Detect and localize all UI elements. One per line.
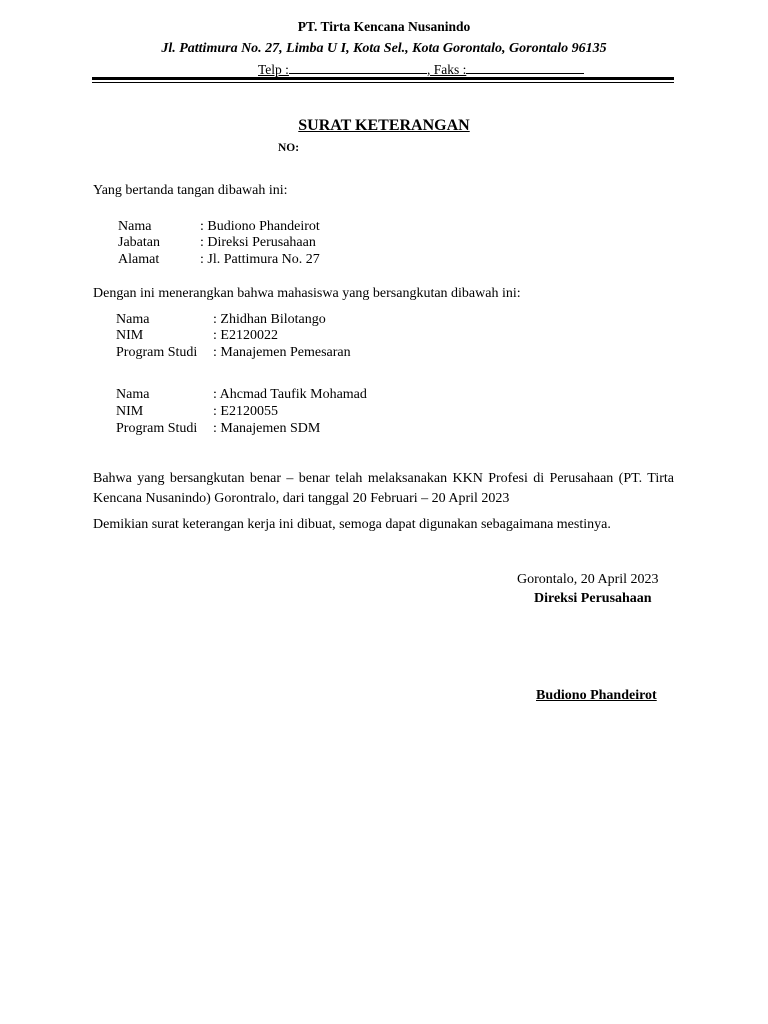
signer-nama-value: : Budiono Phandeirot [200,219,320,234]
faks-blank [466,59,584,74]
student2-nim-value: : E2120055 [213,404,278,419]
student2-nama-row [116,387,367,403]
body-paragraph: Bahwa yang bersangkutan benar – benar telah melaksanakan KKN Profesi di Perusahaan (PT. Tirta Kencana Nusanindo) Gorontralo, dari tanggal 20 Februari – 20 April 2023 [93,471,674,506]
company-address: Jl. Pattimura No. 27, Limba U I, Kota Sel., Kota Gorontalo, Gorontalo 96135 [161,41,607,56]
student2-prodi-row [116,421,320,437]
student1-nim-value: : E2120022 [213,328,278,343]
contact-line [258,59,584,78]
student2-prodi-label: Program Studi [116,421,198,436]
student2-nim-row [116,404,278,420]
telp-label: Telp : [258,62,289,77]
student1-prodi-value: : Manajemen Pemesaran [213,345,351,360]
signature-place-date: Gorontalo, 20 April 2023 [517,572,659,587]
signer-alamat-label: Alamat [118,252,160,267]
letter-title [0,117,768,135]
signer-nama-row [118,219,320,235]
student2-nim-label: NIM [116,404,144,419]
student1-nim-label: NIM [116,328,144,343]
faks-label: , Faks : [426,62,467,77]
student1-prodi-label: Program Studi [116,345,198,360]
signer-nama-label: Nama [118,219,152,234]
intro-text: Yang bertanda tangan dibawah ini: [93,183,288,198]
student1-nama-row [116,312,326,328]
signature-name: Budiono Phandeirot [536,688,657,703]
signer-alamat-row [118,252,320,268]
student1-nim-row [116,328,278,344]
student1-nama-value: : Zhidhan Bilotango [213,312,326,327]
student2-nama-label: Nama [116,387,150,402]
student2-prodi-value: : Manajemen SDM [213,421,321,436]
signer-jabatan-label: Jabatan [118,235,160,250]
signer-jabatan-row [118,235,316,251]
letter-number: NO: [278,142,300,154]
letterhead-rule-thin [92,82,674,83]
statement-text: Dengan ini menerangkan bahwa mahasiswa yang bersangkutan dibawah ini: [93,286,521,301]
signer-alamat-value: : Jl. Pattimura No. 27 [200,252,320,267]
student1-prodi-row [116,345,351,361]
telp-blank [289,59,427,74]
student2-nama-value: : Ahcmad Taufik Mohamad [213,387,367,402]
student1-nama-label: Nama [116,312,150,327]
letterhead-rule-thick [92,77,674,80]
letter-title-text: SURAT KETERANGAN [298,117,470,134]
company-name: PT. Tirta Kencana Nusanindo [297,19,471,34]
signer-jabatan-value: : Direksi Perusahaan [200,235,316,250]
closing-text: Demikian surat keterangan kerja ini dibuat, semoga dapat digunakan sebagaimana mestinya. [93,517,611,532]
signature-position: Direksi Perusahaan [534,591,652,606]
